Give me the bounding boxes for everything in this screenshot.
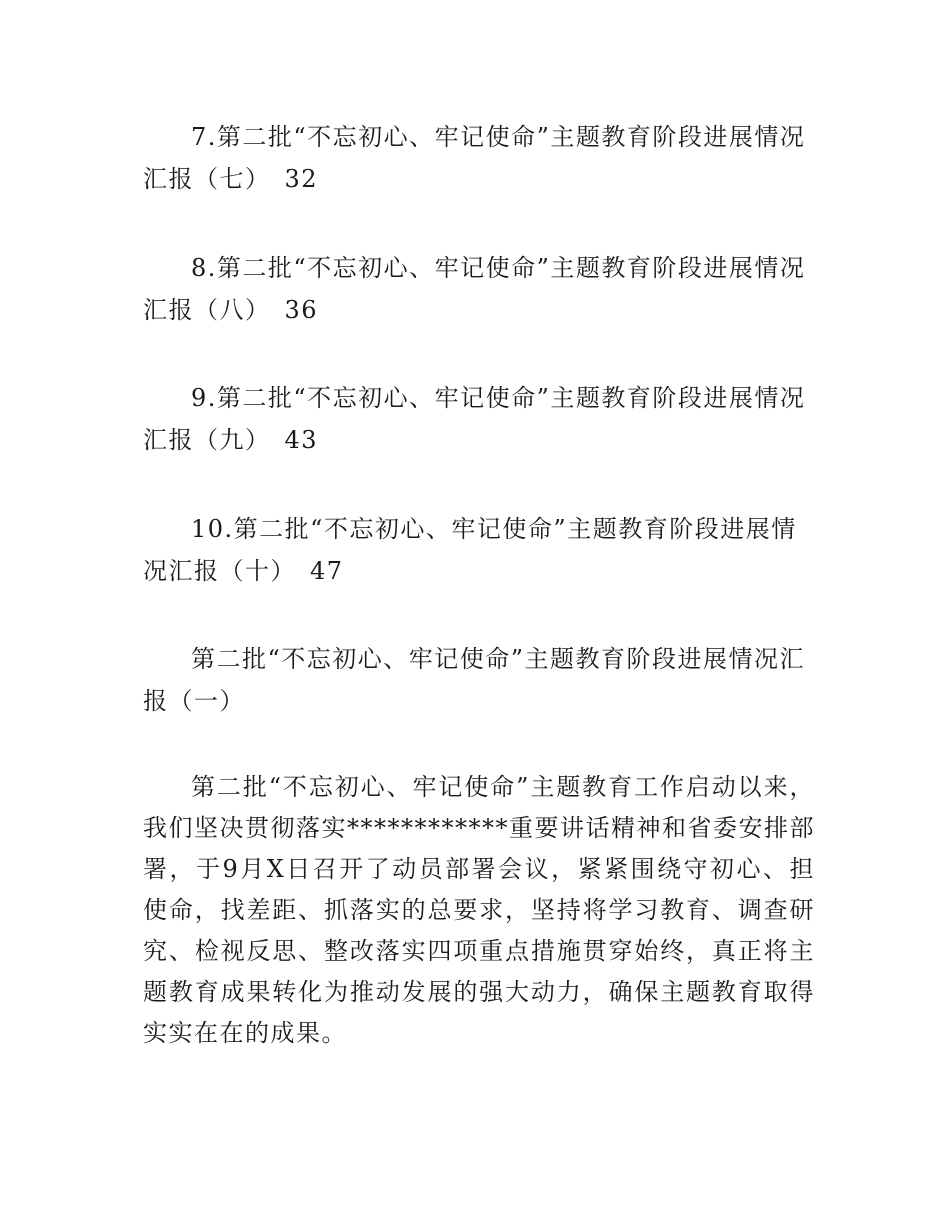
toc-entry-text: 8.第二批“不忘初心、牢记使命”主题教育阶段进展情况汇报（八） <box>143 254 806 324</box>
toc-entry-9[interactable] <box>143 377 815 461</box>
body-paragraph: 第二批“不忘初心、牢记使命”主题教育工作启动以来，我们坚决贯彻落实************重要讲话精神和省委安排部署，于9月X日召开了动员部署会议，紧紧围绕守初心、担使命，找差距、抓落实的总要求，坚持将学习教育、调查研究、检视反思、整改落实四项重点措施贯穿始终，真正将主题教育成果转化为推动发展的强大动力，确保主题教育取得实实在在的成果。 <box>143 773 815 1047</box>
toc-page-number: 43 <box>284 426 319 454</box>
toc-entry-8[interactable] <box>143 247 815 331</box>
toc-entry-7[interactable] <box>143 116 815 200</box>
toc-page-number: 36 <box>284 296 319 324</box>
toc-entry-10[interactable] <box>143 508 815 592</box>
section-title: 第二批“不忘初心、牢记使命”主题教育阶段进展情况汇报（一） <box>143 645 806 715</box>
toc-page-number: 32 <box>284 165 319 193</box>
toc-entry-text: 10.第二批“不忘初心、牢记使命”主题教育阶段进展情况汇报（十） <box>143 515 797 585</box>
toc-entry-text: 7.第二批“不忘初心、牢记使命”主题教育阶段进展情况汇报（七） <box>143 123 806 193</box>
toc-entry-text: 9.第二批“不忘初心、牢记使命”主题教育阶段进展情况汇报（九） <box>143 384 806 454</box>
toc-page-number: 47 <box>310 557 344 585</box>
